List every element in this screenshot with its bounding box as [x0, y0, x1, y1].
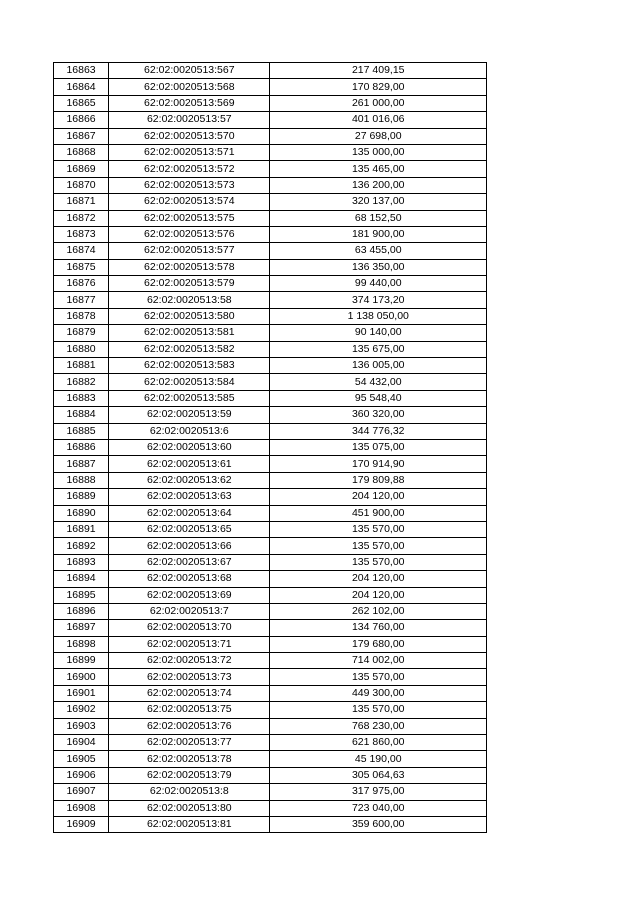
table-row — [54, 603, 487, 619]
row-number-cell: 16871 — [54, 194, 109, 210]
row-number-cell: 16885 — [54, 423, 109, 439]
table-row — [54, 226, 487, 242]
table-row — [54, 341, 487, 357]
row-number-cell: 16887 — [54, 456, 109, 472]
cadastral-number-cell: 62:02:0020513:568 — [109, 79, 270, 95]
row-number-cell: 16874 — [54, 243, 109, 259]
table-row — [54, 767, 487, 783]
cadastral-number-cell: 62:02:0020513:70 — [109, 620, 270, 636]
row-number-cell: 16880 — [54, 341, 109, 357]
cadastral-number-cell: 62:02:0020513:583 — [109, 358, 270, 374]
value-cell: 204 120,00 — [270, 587, 487, 603]
cadastral-number-cell: 62:02:0020513:6 — [109, 423, 270, 439]
cadastral-number-cell: 62:02:0020513:571 — [109, 144, 270, 160]
value-cell: 134 760,00 — [270, 620, 487, 636]
table-row — [54, 751, 487, 767]
row-number-cell: 16907 — [54, 784, 109, 800]
cadastral-number-cell: 62:02:0020513:576 — [109, 226, 270, 242]
table-row — [54, 472, 487, 488]
cadastral-number-cell: 62:02:0020513:8 — [109, 784, 270, 800]
cadastral-number-cell: 62:02:0020513:69 — [109, 587, 270, 603]
value-cell: 320 137,00 — [270, 194, 487, 210]
cadastral-number-cell: 62:02:0020513:62 — [109, 472, 270, 488]
value-cell: 135 075,00 — [270, 439, 487, 455]
value-cell: 401 016,06 — [270, 112, 487, 128]
cadastral-number-cell: 62:02:0020513:572 — [109, 161, 270, 177]
table-row — [54, 439, 487, 455]
table-row — [54, 718, 487, 734]
table-row — [54, 489, 487, 505]
cadastral-number-cell: 62:02:0020513:76 — [109, 718, 270, 734]
value-cell: 768 230,00 — [270, 718, 487, 734]
table-row — [54, 538, 487, 554]
value-cell: 135 570,00 — [270, 702, 487, 718]
cadastral-number-cell: 62:02:0020513:68 — [109, 571, 270, 587]
value-cell: 54 432,00 — [270, 374, 487, 390]
cadastral-number-cell: 62:02:0020513:79 — [109, 767, 270, 783]
row-number-cell: 16865 — [54, 95, 109, 111]
row-number-cell: 16867 — [54, 128, 109, 144]
row-number-cell: 16895 — [54, 587, 109, 603]
table-row — [54, 243, 487, 259]
table-row — [54, 800, 487, 816]
row-number-cell: 16879 — [54, 325, 109, 341]
value-cell: 374 173,20 — [270, 292, 487, 308]
cadastral-number-cell: 62:02:0020513:80 — [109, 800, 270, 816]
value-cell: 723 040,00 — [270, 800, 487, 816]
table-row — [54, 685, 487, 701]
value-cell: 63 455,00 — [270, 243, 487, 259]
row-number-cell: 16890 — [54, 505, 109, 521]
cadastral-number-cell: 62:02:0020513:59 — [109, 407, 270, 423]
row-number-cell: 16905 — [54, 751, 109, 767]
value-cell: 217 409,15 — [270, 63, 487, 79]
value-cell: 45 190,00 — [270, 751, 487, 767]
value-cell: 449 300,00 — [270, 685, 487, 701]
value-cell: 1 138 050,00 — [270, 308, 487, 324]
value-cell: 204 120,00 — [270, 571, 487, 587]
cadastral-number-cell: 62:02:0020513:65 — [109, 521, 270, 537]
table-row — [54, 669, 487, 685]
table-row — [54, 620, 487, 636]
value-cell: 135 675,00 — [270, 341, 487, 357]
table-row — [54, 144, 487, 160]
row-number-cell: 16901 — [54, 685, 109, 701]
cadastral-number-cell: 62:02:0020513:64 — [109, 505, 270, 521]
value-cell: 261 000,00 — [270, 95, 487, 111]
cadastral-number-cell: 62:02:0020513:72 — [109, 653, 270, 669]
value-cell: 317 975,00 — [270, 784, 487, 800]
value-cell: 714 002,00 — [270, 653, 487, 669]
row-number-cell: 16906 — [54, 767, 109, 783]
cadastral-number-cell: 62:02:0020513:78 — [109, 751, 270, 767]
row-number-cell: 16898 — [54, 636, 109, 652]
table-row — [54, 423, 487, 439]
table-row — [54, 276, 487, 292]
table-row — [54, 210, 487, 226]
value-cell: 344 776,32 — [270, 423, 487, 439]
row-number-cell: 16872 — [54, 210, 109, 226]
row-number-cell: 16886 — [54, 439, 109, 455]
table-row — [54, 554, 487, 570]
value-cell: 170 829,00 — [270, 79, 487, 95]
row-number-cell: 16900 — [54, 669, 109, 685]
row-number-cell: 16876 — [54, 276, 109, 292]
cadastral-number-cell: 62:02:0020513:575 — [109, 210, 270, 226]
value-cell: 359 600,00 — [270, 816, 487, 832]
row-number-cell: 16883 — [54, 390, 109, 406]
row-number-cell: 16869 — [54, 161, 109, 177]
row-number-cell: 16892 — [54, 538, 109, 554]
cadastral-number-cell: 62:02:0020513:75 — [109, 702, 270, 718]
row-number-cell: 16891 — [54, 521, 109, 537]
table-row — [54, 325, 487, 341]
cadastral-number-cell: 62:02:0020513:569 — [109, 95, 270, 111]
table-row — [54, 784, 487, 800]
row-number-cell: 16909 — [54, 816, 109, 832]
value-cell: 621 860,00 — [270, 735, 487, 751]
value-cell: 135 570,00 — [270, 554, 487, 570]
table-row — [54, 521, 487, 537]
cadastral-number-cell: 62:02:0020513:578 — [109, 259, 270, 275]
table-row — [54, 79, 487, 95]
cadastral-number-cell: 62:02:0020513:67 — [109, 554, 270, 570]
data-table — [53, 62, 487, 833]
row-number-cell: 16884 — [54, 407, 109, 423]
row-number-cell: 16863 — [54, 63, 109, 79]
row-number-cell: 16866 — [54, 112, 109, 128]
row-number-cell: 16888 — [54, 472, 109, 488]
value-cell: 170 914,90 — [270, 456, 487, 472]
value-cell: 68 152,50 — [270, 210, 487, 226]
value-cell: 135 570,00 — [270, 521, 487, 537]
value-cell: 99 440,00 — [270, 276, 487, 292]
table-body — [54, 63, 487, 833]
row-number-cell: 16877 — [54, 292, 109, 308]
value-cell: 135 465,00 — [270, 161, 487, 177]
cadastral-number-cell: 62:02:0020513:60 — [109, 439, 270, 455]
table-row — [54, 308, 487, 324]
cadastral-number-cell: 62:02:0020513:582 — [109, 341, 270, 357]
row-number-cell: 16878 — [54, 308, 109, 324]
value-cell: 136 200,00 — [270, 177, 487, 193]
row-number-cell: 16899 — [54, 653, 109, 669]
cadastral-number-cell: 62:02:0020513:61 — [109, 456, 270, 472]
row-number-cell: 16864 — [54, 79, 109, 95]
cadastral-number-cell: 62:02:0020513:584 — [109, 374, 270, 390]
cadastral-number-cell: 62:02:0020513:579 — [109, 276, 270, 292]
value-cell: 179 680,00 — [270, 636, 487, 652]
value-cell: 27 698,00 — [270, 128, 487, 144]
table-row — [54, 636, 487, 652]
table-row — [54, 161, 487, 177]
value-cell: 136 005,00 — [270, 358, 487, 374]
row-number-cell: 16868 — [54, 144, 109, 160]
row-number-cell: 16902 — [54, 702, 109, 718]
cadastral-number-cell: 62:02:0020513:573 — [109, 177, 270, 193]
row-number-cell: 16870 — [54, 177, 109, 193]
table-row — [54, 735, 487, 751]
table-row — [54, 407, 487, 423]
cadastral-number-cell: 62:02:0020513:580 — [109, 308, 270, 324]
value-cell: 135 570,00 — [270, 669, 487, 685]
value-cell: 90 140,00 — [270, 325, 487, 341]
row-number-cell: 16903 — [54, 718, 109, 734]
cadastral-number-cell: 62:02:0020513:81 — [109, 816, 270, 832]
table-row — [54, 358, 487, 374]
value-cell: 95 548,40 — [270, 390, 487, 406]
cadastral-number-cell: 62:02:0020513:7 — [109, 603, 270, 619]
table-row — [54, 177, 487, 193]
table-row — [54, 63, 487, 79]
cadastral-number-cell: 62:02:0020513:577 — [109, 243, 270, 259]
row-number-cell: 16894 — [54, 571, 109, 587]
cadastral-number-cell: 62:02:0020513:585 — [109, 390, 270, 406]
table-row — [54, 112, 487, 128]
cadastral-number-cell: 62:02:0020513:574 — [109, 194, 270, 210]
row-number-cell: 16875 — [54, 259, 109, 275]
value-cell: 360 320,00 — [270, 407, 487, 423]
value-cell: 135 000,00 — [270, 144, 487, 160]
cadastral-number-cell: 62:02:0020513:71 — [109, 636, 270, 652]
value-cell: 305 064,63 — [270, 767, 487, 783]
cadastral-number-cell: 62:02:0020513:77 — [109, 735, 270, 751]
cadastral-number-cell: 62:02:0020513:63 — [109, 489, 270, 505]
cadastral-number-cell: 62:02:0020513:581 — [109, 325, 270, 341]
row-number-cell: 16897 — [54, 620, 109, 636]
value-cell: 451 900,00 — [270, 505, 487, 521]
row-number-cell: 16896 — [54, 603, 109, 619]
row-number-cell: 16908 — [54, 800, 109, 816]
value-cell: 204 120,00 — [270, 489, 487, 505]
row-number-cell: 16889 — [54, 489, 109, 505]
value-cell: 262 102,00 — [270, 603, 487, 619]
cadastral-number-cell: 62:02:0020513:570 — [109, 128, 270, 144]
table-row — [54, 194, 487, 210]
table-row — [54, 571, 487, 587]
cadastral-number-cell: 62:02:0020513:567 — [109, 63, 270, 79]
value-cell: 136 350,00 — [270, 259, 487, 275]
table-row — [54, 456, 487, 472]
value-cell: 181 900,00 — [270, 226, 487, 242]
table-row — [54, 653, 487, 669]
row-number-cell: 16882 — [54, 374, 109, 390]
row-number-cell: 16873 — [54, 226, 109, 242]
table-row — [54, 259, 487, 275]
table-row — [54, 702, 487, 718]
value-cell: 135 570,00 — [270, 538, 487, 554]
table-row — [54, 128, 487, 144]
table-row — [54, 816, 487, 832]
table-row — [54, 374, 487, 390]
cadastral-number-cell: 62:02:0020513:74 — [109, 685, 270, 701]
cadastral-number-cell: 62:02:0020513:73 — [109, 669, 270, 685]
row-number-cell: 16881 — [54, 358, 109, 374]
table-row — [54, 95, 487, 111]
cadastral-number-cell: 62:02:0020513:58 — [109, 292, 270, 308]
table-row — [54, 292, 487, 308]
table-row — [54, 587, 487, 603]
table-row — [54, 505, 487, 521]
table-row — [54, 390, 487, 406]
cadastral-number-cell: 62:02:0020513:57 — [109, 112, 270, 128]
cadastral-number-cell: 62:02:0020513:66 — [109, 538, 270, 554]
row-number-cell: 16904 — [54, 735, 109, 751]
row-number-cell: 16893 — [54, 554, 109, 570]
value-cell: 179 809,88 — [270, 472, 487, 488]
